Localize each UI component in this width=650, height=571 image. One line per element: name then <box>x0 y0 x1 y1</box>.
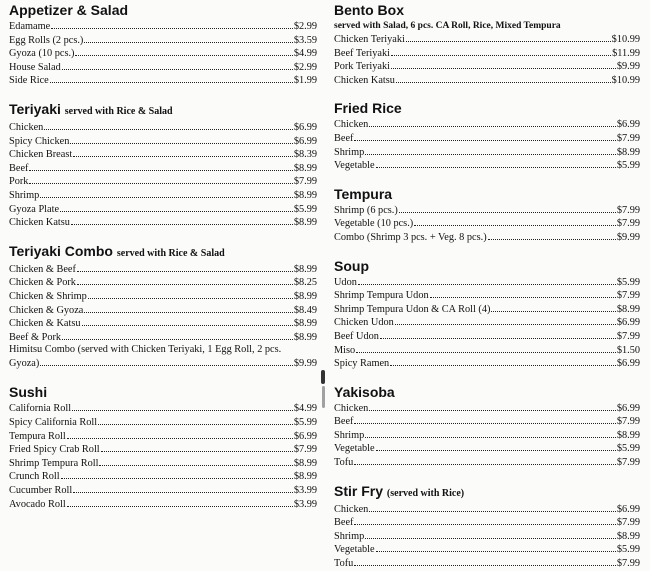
menu-item <box>9 20 317 34</box>
item-name: Egg Rolls (2 pcs.) <box>9 34 84 46</box>
leader-dots <box>77 263 293 272</box>
menu-left-column <box>9 2 317 511</box>
menu-item <box>9 121 317 135</box>
item-name: Miso <box>334 344 356 356</box>
section-title: Appetizer & Salad <box>9 2 129 18</box>
item-price: $6.99 <box>616 503 640 515</box>
section-teriyaki <box>9 101 317 230</box>
item-name: Spicy California Roll <box>9 417 98 429</box>
item-name: Combo (Shrimp 3 pcs. + Veg. 8 pcs.) <box>334 231 487 243</box>
leader-dots <box>354 415 615 424</box>
item-name: Chicken & Gyoza <box>9 304 84 316</box>
leader-dots <box>77 276 293 285</box>
item-name: Shrimp Tempura Roll <box>9 457 99 469</box>
item-price: $8.99 <box>616 303 640 315</box>
himitsu-description-cont: Gyoza) <box>9 357 40 369</box>
section-note: served with Rice & Salad <box>64 105 173 117</box>
leader-dots <box>67 498 293 507</box>
menu-item <box>334 357 640 371</box>
item-name: Beef <box>9 162 29 174</box>
menu-item <box>334 74 640 88</box>
item-price: $7.99 <box>616 218 640 230</box>
leader-dots <box>376 543 616 552</box>
menu-item <box>334 330 640 344</box>
leader-dots <box>75 47 292 56</box>
leader-dots <box>365 146 616 155</box>
item-price: $7.99 <box>616 290 640 302</box>
himitsu-description: Himitsu Combo (served with Chicken Teriyaki, 1 Egg Roll, 2 pcs. <box>9 344 282 356</box>
section-title: Soup <box>334 257 369 274</box>
item-name: Chicken Breast <box>9 149 73 161</box>
menu-item <box>9 331 317 345</box>
leader-dots <box>98 416 293 425</box>
item-price: $8.99 <box>293 471 317 483</box>
section-title: Stir Fry (served with Rice) <box>334 482 465 499</box>
item-price: $7.99 <box>616 558 640 570</box>
item-name: Crunch Roll <box>9 471 60 483</box>
item-name: Spicy Ramen <box>334 358 390 370</box>
item-price: $8.99 <box>293 457 317 469</box>
item-price: $6.99 <box>293 430 317 442</box>
item-name: Chicken Katsu <box>9 217 70 229</box>
item-price: $7.99 <box>616 204 640 216</box>
item-name: Beef Udon <box>334 330 379 342</box>
leader-dots <box>395 316 616 325</box>
section-teriyaki-combo <box>9 243 317 371</box>
section-title: Yakisoba <box>334 383 395 400</box>
menu-item <box>334 217 640 231</box>
leader-dots <box>414 217 616 226</box>
item-name: Chicken <box>334 119 369 131</box>
section-bento-box <box>334 2 640 87</box>
menu-item <box>334 289 640 303</box>
leader-dots <box>67 430 293 439</box>
menu-item <box>9 430 317 444</box>
item-price: $1.50 <box>616 344 640 356</box>
page-fold-mark <box>321 370 325 384</box>
item-price: $10.99 <box>611 74 640 86</box>
item-price: $7.99 <box>616 517 640 529</box>
leader-dots <box>365 429 616 438</box>
item-name: Chicken & Pork <box>9 277 76 289</box>
item-name: Chicken <box>334 402 369 414</box>
menu-item <box>9 216 317 230</box>
item-price: $10.99 <box>611 34 640 45</box>
leader-dots <box>40 357 293 366</box>
leader-dots <box>406 33 611 42</box>
leader-dots <box>99 457 292 466</box>
menu-item <box>334 516 640 530</box>
item-name: California Roll <box>9 403 72 415</box>
leader-dots <box>29 162 292 171</box>
item-price: $9.99 <box>616 231 640 243</box>
menu-item <box>9 416 317 430</box>
item-name: Shrimp <box>9 189 40 201</box>
menu-item <box>334 557 640 571</box>
menu-item <box>334 429 640 443</box>
section-appetizer-salad <box>9 2 317 88</box>
section-tempura <box>334 186 640 245</box>
item-price: $8.99 <box>293 162 317 174</box>
menu-item <box>9 290 317 304</box>
item-name: Beef Teriyaki <box>334 47 390 59</box>
item-name: Pork <box>9 176 29 188</box>
menu-item <box>334 543 640 557</box>
item-name: Shrimp Tempura Udon & CA Roll (4) <box>334 303 491 315</box>
leader-dots <box>73 484 293 493</box>
leader-dots <box>376 159 616 168</box>
menu-item <box>334 442 640 456</box>
section-yakisoba <box>334 384 640 470</box>
leader-dots <box>51 20 293 29</box>
item-name: House Salad <box>9 61 61 73</box>
menu-item <box>334 303 640 317</box>
item-name: Tofu <box>334 457 354 469</box>
menu-item <box>334 456 640 470</box>
menu-item <box>334 132 640 146</box>
section-stir-fry <box>334 483 640 571</box>
leader-dots <box>358 276 616 285</box>
menu-item <box>334 159 640 173</box>
item-name: Vegetable (10 pcs.) <box>334 218 414 230</box>
leader-dots <box>82 317 293 326</box>
item-price: $5.99 <box>616 443 640 455</box>
item-name: Udon <box>334 276 357 288</box>
menu-right-column <box>334 2 640 571</box>
leader-dots <box>365 530 616 539</box>
leader-dots <box>84 34 292 43</box>
menu-item <box>334 503 640 517</box>
item-price: $5.99 <box>616 544 640 556</box>
section-note: served with Rice & Salad <box>116 247 225 259</box>
item-price: $2.99 <box>293 21 317 32</box>
item-name: Fried Spicy Crab Roll <box>9 444 100 456</box>
menu-item <box>334 47 640 61</box>
leader-dots <box>354 132 615 141</box>
menu-item <box>9 457 317 471</box>
item-name: Vegetable <box>334 544 375 556</box>
item-name: Chicken & Shrimp <box>9 290 87 302</box>
leader-dots <box>356 344 616 353</box>
item-price: $5.99 <box>293 203 317 215</box>
item-price: $6.99 <box>616 358 640 370</box>
menu-item <box>334 530 640 544</box>
item-price: $4.99 <box>293 403 317 415</box>
menu-item <box>9 135 317 149</box>
item-name: Shrimp Tempura Udon <box>334 290 429 302</box>
leader-dots <box>40 189 293 198</box>
menu-item <box>334 344 640 358</box>
item-name: Beef <box>334 132 354 144</box>
leader-dots <box>354 557 616 566</box>
item-name: Shrimp (6 pcs.) <box>334 204 398 216</box>
leader-dots <box>60 203 293 212</box>
item-name: Chicken <box>9 121 44 133</box>
leader-dots <box>62 61 293 70</box>
menu-item <box>9 402 317 416</box>
leader-dots <box>396 74 611 83</box>
item-price: $8.99 <box>293 263 317 275</box>
leader-dots <box>369 503 616 512</box>
menu-item <box>9 203 317 217</box>
item-name: Chicken Teriyaki <box>334 34 405 45</box>
leader-dots <box>491 303 615 312</box>
item-price: $5.99 <box>616 276 640 288</box>
item-price: $7.99 <box>293 176 317 188</box>
menu-item <box>9 484 317 498</box>
leader-dots <box>380 330 616 339</box>
leader-dots <box>62 331 293 340</box>
item-name: Chicken Katsu <box>334 74 395 86</box>
menu-item <box>9 443 317 457</box>
section-title: Sushi <box>9 384 48 401</box>
menu-item <box>9 317 317 331</box>
item-price: $7.99 <box>616 132 640 144</box>
item-price: $7.99 <box>293 444 317 456</box>
menu-item <box>9 34 317 48</box>
item-price: $7.99 <box>616 416 640 428</box>
leader-dots <box>354 456 616 465</box>
page-fold-mark <box>322 386 325 408</box>
leader-dots <box>391 60 616 69</box>
menu-item <box>334 146 640 160</box>
item-price: $8.25 <box>293 277 317 289</box>
leader-dots <box>376 442 616 451</box>
item-price: $3.59 <box>293 34 317 46</box>
item-name: Spicy Chicken <box>9 135 70 147</box>
menu-item <box>334 316 640 330</box>
item-price: $8.99 <box>616 530 640 542</box>
item-price: $8.99 <box>293 290 317 302</box>
menu-item <box>9 47 317 61</box>
leader-dots <box>390 357 616 366</box>
item-price: $6.99 <box>616 317 640 329</box>
item-price: $7.99 <box>616 330 640 342</box>
menu-item <box>9 470 317 484</box>
item-price: $9.99 <box>293 357 317 369</box>
menu-item <box>334 402 640 416</box>
item-price: $8.99 <box>293 318 317 330</box>
item-price: $6.99 <box>616 119 640 131</box>
item-name: Vegetable <box>334 160 375 172</box>
section-title: Bento Box <box>334 2 404 18</box>
leader-dots <box>61 470 293 479</box>
item-name: Tempura Roll <box>9 430 66 442</box>
item-name: Vegetable <box>334 443 375 455</box>
menu-item <box>9 74 317 88</box>
section-soup <box>334 258 640 371</box>
section-subnote: served with Salad, 6 pcs. CA Roll, Rice, Mixed Tempura <box>334 21 561 31</box>
combo-item-list <box>9 263 317 345</box>
item-name: Tofu <box>334 558 354 570</box>
menu-item <box>9 162 317 176</box>
menu-item <box>9 61 317 75</box>
leader-dots <box>369 402 616 411</box>
item-price: $8.39 <box>293 149 317 161</box>
item-price: $3.99 <box>293 498 317 510</box>
item-name: Shrimp <box>334 530 365 542</box>
section-title: Teriyaki Combo served with Rice & Salad <box>9 242 225 259</box>
menu-item-himitsu-combo <box>9 344 317 370</box>
menu-item <box>334 276 640 290</box>
item-name: Beef <box>334 517 354 529</box>
leader-dots <box>71 216 293 225</box>
item-name: Gyoza Plate <box>9 203 60 215</box>
item-price: $9.99 <box>616 61 640 73</box>
menu-item <box>334 118 640 132</box>
item-price: $5.99 <box>616 160 640 172</box>
item-name: Shrimp <box>334 146 365 158</box>
item-name: Shrimp <box>334 429 365 441</box>
item-name: Side Rice <box>9 75 49 87</box>
leader-dots <box>72 402 293 411</box>
item-price: $7.99 <box>616 457 640 469</box>
leader-dots <box>354 516 615 525</box>
item-name: Chicken <box>334 503 369 515</box>
item-price: $1.99 <box>293 75 317 87</box>
section-note: (served with Rice) <box>386 487 465 499</box>
item-price: $8.99 <box>616 429 640 441</box>
leader-dots <box>488 231 616 240</box>
menu-item <box>9 304 317 318</box>
menu-item <box>9 498 317 512</box>
leader-dots <box>29 175 292 184</box>
item-price: $4.99 <box>293 48 317 60</box>
section-title: Fried Rice <box>334 100 402 117</box>
leader-dots <box>73 148 293 157</box>
item-price: $8.99 <box>293 331 317 343</box>
menu-item <box>334 204 640 218</box>
menu-item <box>334 231 640 245</box>
item-name: Chicken & Beef <box>9 263 76 275</box>
leader-dots <box>399 204 616 213</box>
bento-item-list <box>334 33 640 87</box>
item-price: $8.49 <box>293 304 317 316</box>
item-price: $8.99 <box>293 217 317 229</box>
item-price: $3.99 <box>293 485 317 497</box>
menu-item <box>9 189 317 203</box>
item-name: Avocado Roll <box>9 498 66 510</box>
menu-item <box>9 276 317 290</box>
section-title: Teriyaki served with Rice & Salad <box>9 100 173 117</box>
item-price: $11.99 <box>612 47 640 59</box>
leader-dots <box>50 74 293 83</box>
leader-dots <box>369 118 616 127</box>
item-price: $6.99 <box>616 402 640 414</box>
item-name: Beef & Pork <box>9 331 62 343</box>
item-name: Chicken Udon <box>334 317 394 329</box>
item-name: Chicken & Katsu <box>9 318 81 330</box>
menu-item <box>9 148 317 162</box>
leader-dots <box>101 443 293 452</box>
item-price: $6.99 <box>293 121 317 133</box>
item-price: $6.99 <box>293 135 317 147</box>
menu-item <box>334 60 640 74</box>
menu-item <box>334 415 640 429</box>
leader-dots <box>44 121 293 130</box>
item-name: Beef <box>334 416 354 428</box>
leader-dots <box>88 290 293 299</box>
item-price: $5.99 <box>293 417 317 429</box>
leader-dots <box>70 135 292 144</box>
item-name: Gyoza (10 pcs.) <box>9 48 75 60</box>
item-price: $2.99 <box>293 61 317 73</box>
menu-item <box>334 33 640 47</box>
leader-dots <box>84 304 292 313</box>
item-name: Cucumber Roll <box>9 485 73 497</box>
section-fried-rice <box>334 100 640 172</box>
item-name: Edamame <box>9 21 51 32</box>
item-price: $8.99 <box>293 189 317 201</box>
item-price: $8.99 <box>616 146 640 158</box>
item-name: Pork Teriyaki <box>334 61 390 73</box>
section-title: Tempura <box>334 185 393 202</box>
section-sushi <box>9 384 317 511</box>
leader-dots <box>430 289 616 298</box>
leader-dots <box>391 47 611 56</box>
menu-item <box>9 263 317 277</box>
menu-item <box>9 175 317 189</box>
